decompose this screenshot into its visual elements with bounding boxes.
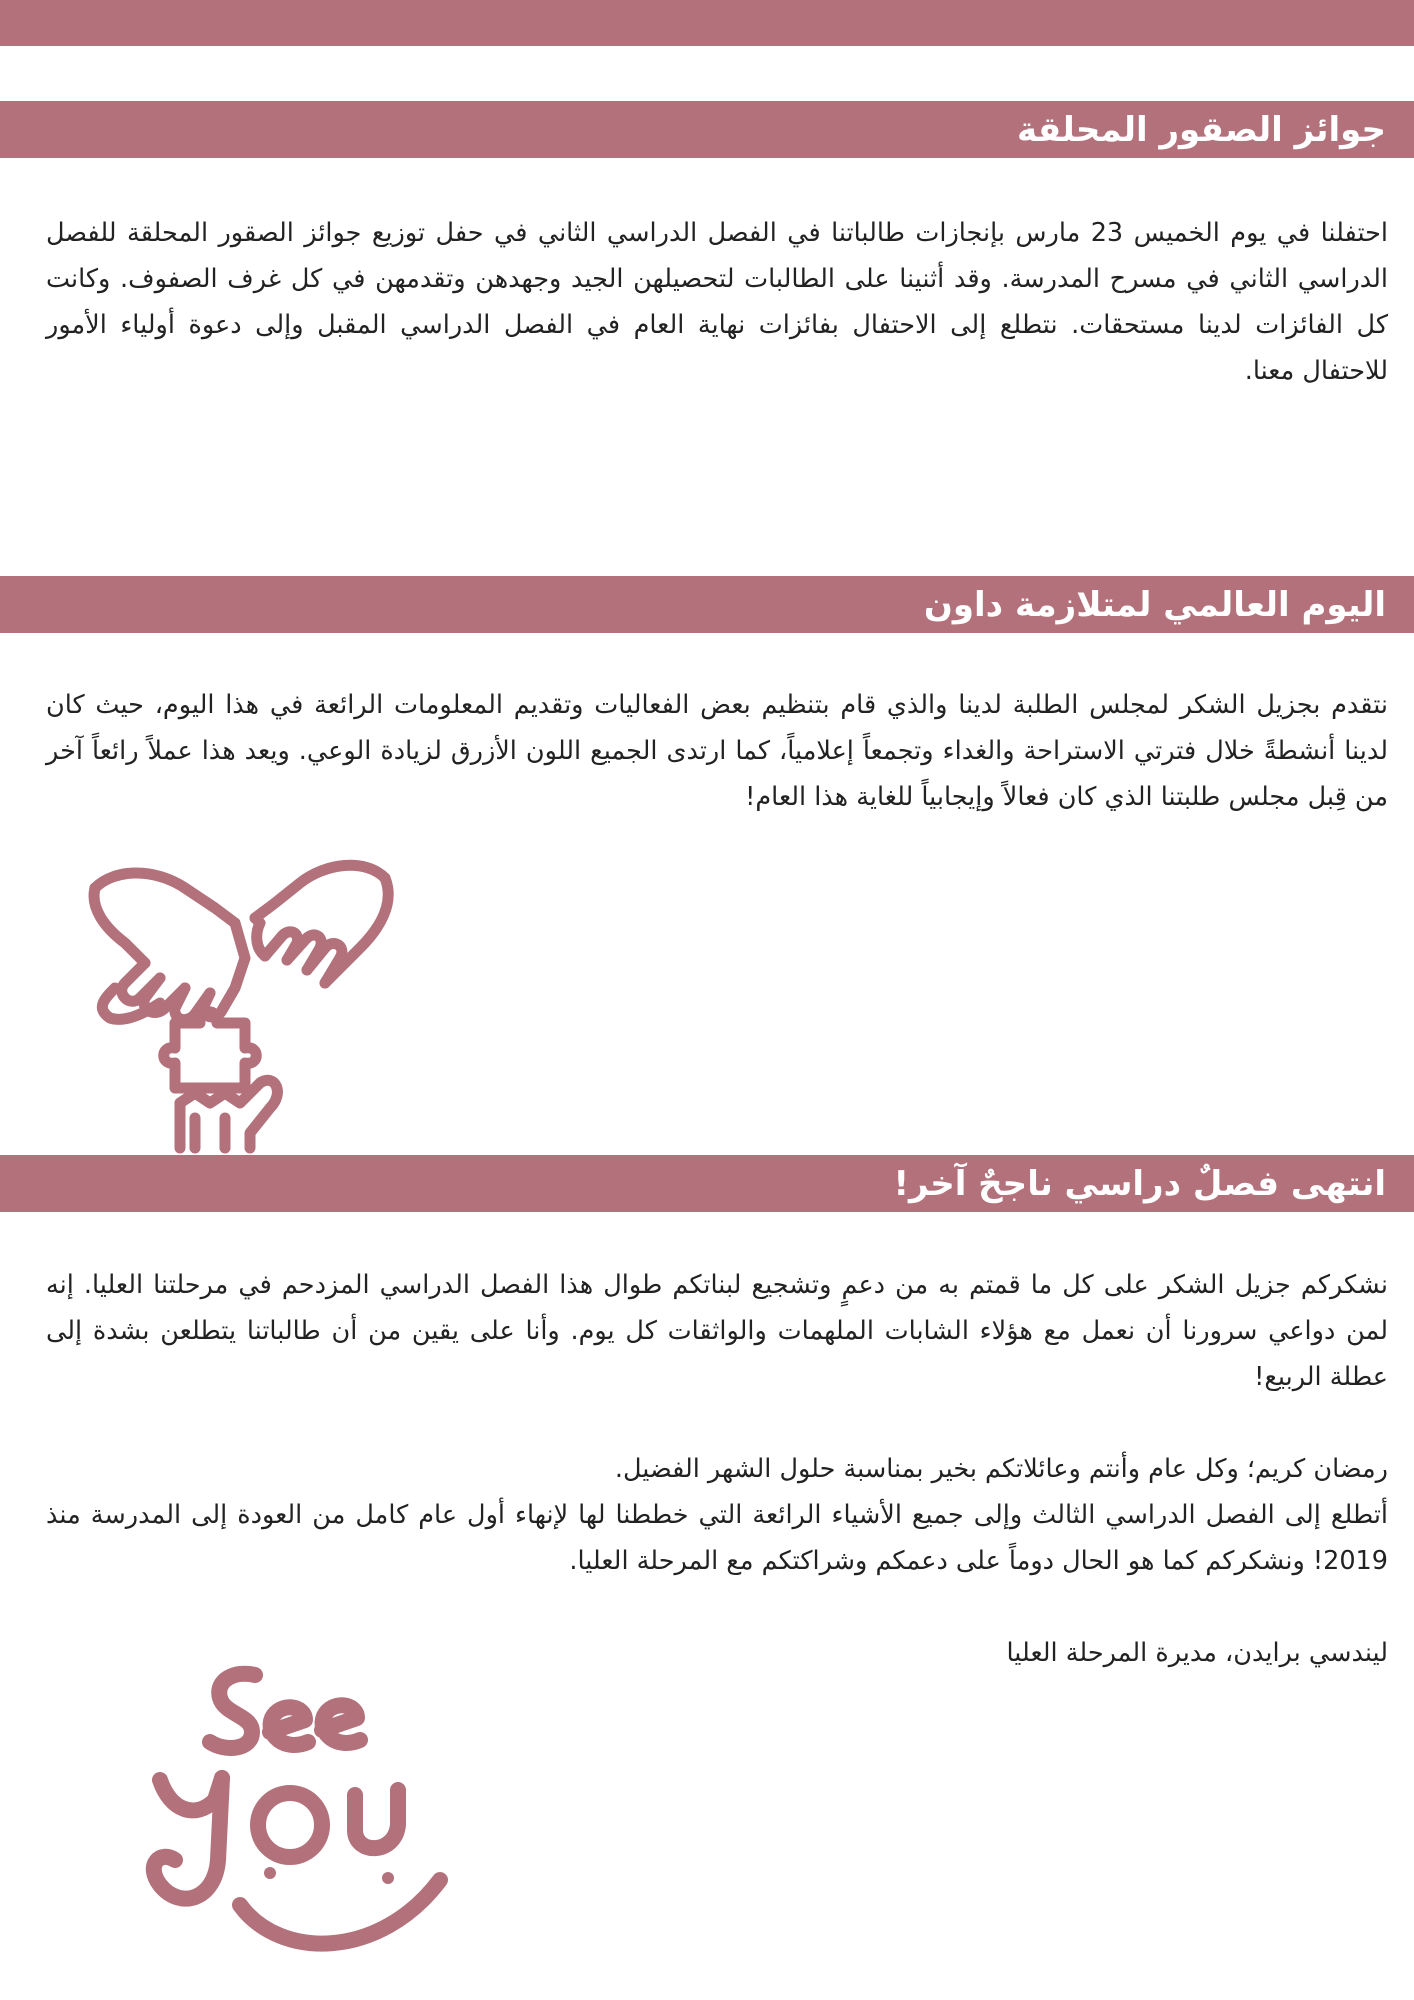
section-header-down-syndrome xyxy=(0,576,1414,633)
ramadan-greeting: رمضان كريم؛ وكل عام وأنتم وعائلاتكم بخير بمناسبة حلول الشهر الفضيل. xyxy=(614,1454,1388,1484)
section-title-term-end: انتهى فصلٌ دراسي ناجحٌ آخر! xyxy=(893,1163,1386,1204)
section-body-term-end: نشكركم جزيل الشكر على كل ما قمتم به من دعمٍ وتشجيع لبناتكم طوال هذا الفصل الدراسي المزدحم في مرحلتنا العليا. إنه لمن دواعي سرورنا أن نعمل مع هؤلاء الشابات الملهمات والواثقات كل يوم. وأنا على يقين من أن طالباتنا يتطلعن بشدة إلى عطلة الربيع! xyxy=(46,1270,1388,1392)
section-title-down-syndrome: اليوم العالمي لمتلازمة داون xyxy=(923,584,1386,625)
hands-puzzle-icon xyxy=(85,848,405,1158)
signature: ليندسي برايدن، مديرة المرحلة العليا xyxy=(1006,1638,1388,1668)
section-header-term-end xyxy=(0,1155,1414,1212)
section-body-awards: احتفلنا في يوم الخميس 23 مارس بإنجازات طالباتنا في الفصل الدراسي الثاني في حفل توزيع جوائز الصقور المحلقة للفصل الدراسي الثاني في مسرح المدرسة. وقد أثنينا على الطالبات لتحصيلهن الجيد وجهدهن وتقدمهن في كل غرف الصفوف. وكانت كل الفائزات لدينا مستحقات. نتطلع إلى الاحتفال بفائزات نهاية العام في الفصل الدراسي المقبل وإلى دعوة أولياء الأمور للاحتفال معنا. xyxy=(46,218,1388,386)
top-banner xyxy=(0,0,1414,46)
see-you-lettering xyxy=(140,1660,500,1980)
section-title-awards: جوائز الصقور المحلقة xyxy=(1016,109,1386,150)
closing-paragraph: أتطلع إلى الفصل الدراسي الثالث وإلى جميع الأشياء الرائعة التي خططنا لها لإنهاء أول عام كامل من العودة إلى المدرسة منذ 2019! ونشكركم كما هو الحال دوماً على دعمكم وشراكتكم مع المرحلة العليا. xyxy=(46,1500,1388,1576)
section-body-down-syndrome: نتقدم بجزيل الشكر لمجلس الطلبة لدينا والذي قام بتنظيم بعض الفعاليات وتقديم المعلومات الرائعة في هذا اليوم، حيث كان لدينا أنشطةً خلال فترتي الاستراحة والغداء وتجمعاً إعلامياً، كما ارتدى الجميع اللون الأزرق لزيادة الوعي. ويعد هذا عملاً رائعاً آخر من قِبل مجلس طلبتنا الذي كان فعالاً وإيجابياً للغاية هذا العام! xyxy=(46,690,1388,812)
section-header-awards xyxy=(0,101,1414,158)
